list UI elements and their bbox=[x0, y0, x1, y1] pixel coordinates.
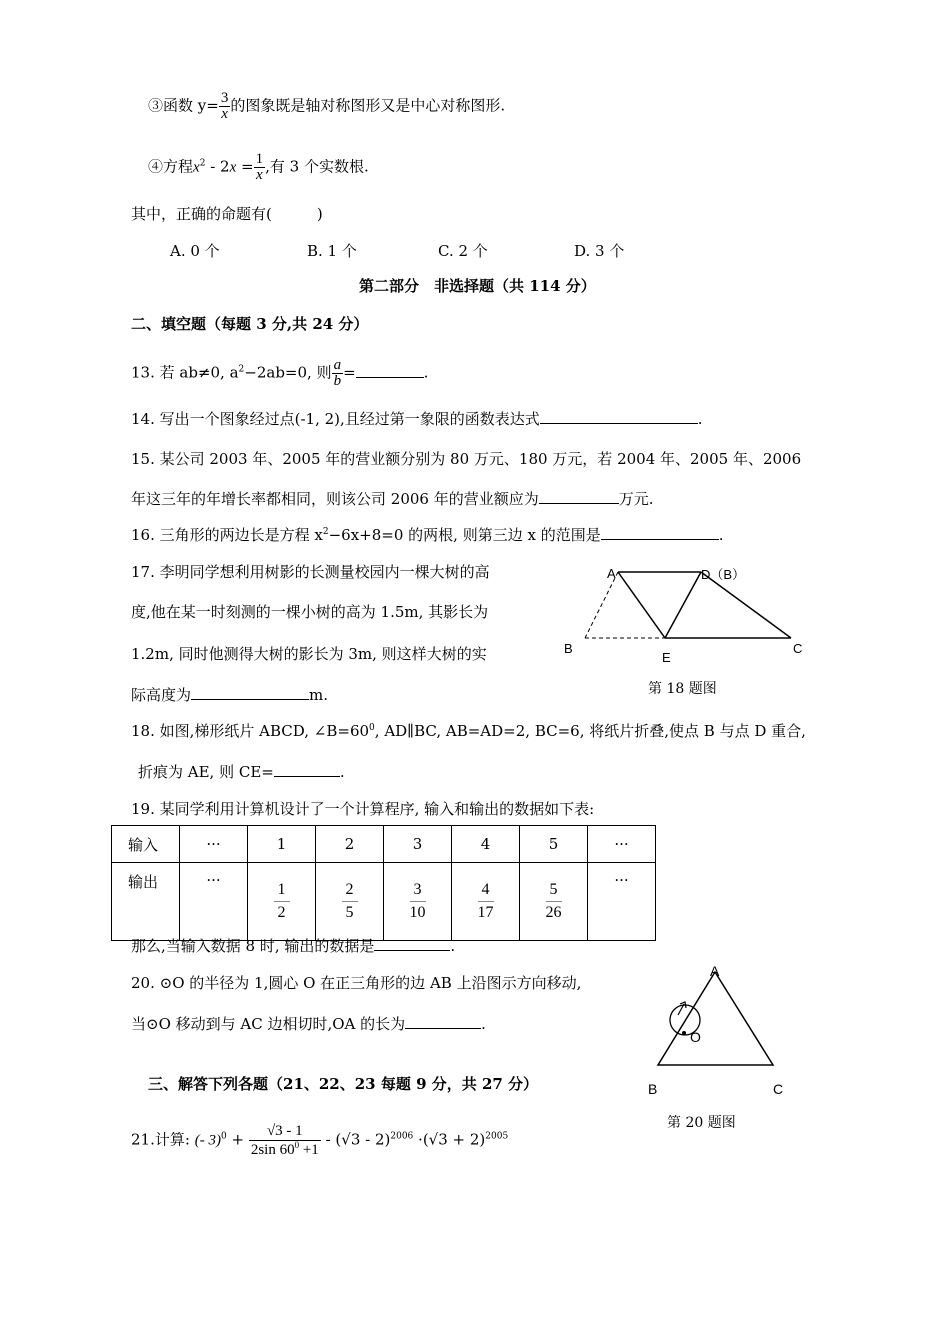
figure-18-caption: 第 18 题图 bbox=[648, 681, 717, 697]
answer-blank[interactable] bbox=[274, 762, 340, 777]
label-b: B bbox=[564, 641, 573, 656]
option-c: C. 2 个 bbox=[438, 242, 488, 260]
answer-blank[interactable] bbox=[539, 489, 619, 504]
q17-line1: 17. 李明同学想利用树影的长测量校园内一棵大树的高 bbox=[131, 563, 490, 581]
q19-after: 那么,当输入数据 8 时, 输出的数据是 . bbox=[131, 937, 456, 955]
answer-blank[interactable] bbox=[191, 685, 309, 700]
label-c: C bbox=[793, 641, 803, 656]
option-a: A. 0 个 bbox=[170, 242, 220, 260]
q13-line: 13. 若 ab≠0, $a^2-2ab=0$, 则 $\frac{a}{b}$ = . bbox=[131, 357, 429, 389]
answer-blank[interactable] bbox=[374, 936, 450, 951]
part2-title: 第二部分 非选择题（共 114 分） bbox=[359, 277, 596, 295]
q17-line2: 度,他在某一时刻测的一棵小树的高为 1.5m, 其影长为 bbox=[131, 603, 489, 621]
option-b: B. 1 个 bbox=[307, 242, 357, 260]
table-row-input: 输入 ··· 1 2 3 4 5 ··· bbox=[112, 826, 656, 863]
table-row-output: 输出 ··· $\frac{1}{2}$ $\frac{2}{5}$ $\frac{3}{10}$ $\frac{4}{17}$ $\frac{5}{26}$ ··· bbox=[112, 863, 656, 941]
q16-line: 16. 三角形的两边长是方程 $x^2-6x+8=0$ 的两根, 则第三边 x 的范围是 . bbox=[131, 526, 724, 544]
label-a: A bbox=[710, 963, 720, 979]
q4-line: ④方程$x^2 - 2x$ = $\frac{1}{x}$ ,有 3 个实数根. bbox=[148, 151, 369, 183]
label-d: D（B） bbox=[701, 567, 746, 582]
q15-line1: 15. 某公司 2003 年、2005 年的营业额分别为 80 万元、180 万元，若 2004 年、2005 年、2006 bbox=[131, 450, 802, 468]
fraction: $\frac{3}{x}$ bbox=[220, 90, 229, 122]
q20-line1: 20. ⊙O 的半径为 1,圆心 O 在正三角形的边 AB 上沿图示方向移动, bbox=[131, 974, 582, 992]
fraction: $\frac{1}{x}$ bbox=[255, 151, 264, 183]
fraction: $\frac{√3 - 1}{2\sin 60^0 +1}$ bbox=[250, 1123, 319, 1158]
answer-blank[interactable] bbox=[540, 409, 698, 424]
io-table bbox=[111, 825, 656, 941]
label-c: C bbox=[773, 1081, 784, 1097]
q3-line: ③函数 y= $\frac{3}{x}$ 的图象既是轴对称图形又是中心对称图形. bbox=[148, 90, 506, 122]
q20-line2: 当⊙O 移动到与 AC 边相切时,OA 的长为 . bbox=[131, 1015, 486, 1033]
fraction: $\frac{a}{b}$ bbox=[333, 357, 342, 389]
answer-blank[interactable] bbox=[405, 1014, 481, 1029]
q15-line2: 年这三年的年增长率都相同，则该公司 2006 年的营业额应为 万元. bbox=[131, 490, 654, 508]
figure-18 bbox=[555, 560, 815, 670]
question-correct-count: 其中，正确的命题有( ) bbox=[131, 205, 323, 223]
q21-line: 21.计算: (- 3)$^0$ + $\frac{√3 - 1}{2\sin 60^0 +1}$ - $(√3 - 2)^{2006} \cdot(√3 + 2)^{2005}$ bbox=[131, 1123, 509, 1158]
answer-blank[interactable] bbox=[601, 525, 719, 540]
figure-20-caption: 第 20 题图 bbox=[667, 1115, 736, 1131]
q18-line2: 折痕为 AE, 则 CE= . bbox=[138, 763, 345, 781]
option-d: D. 3 个 bbox=[574, 242, 625, 260]
label-b: B bbox=[648, 1081, 658, 1097]
figure-20 bbox=[640, 960, 800, 1100]
label-a: A bbox=[607, 566, 616, 581]
q19-line: 19. 某同学利用计算机设计了一个计算程序, 输入和输出的数据如下表: bbox=[131, 800, 595, 818]
q17-line4: 际高度为 m. bbox=[131, 686, 329, 704]
section2-title: 二、填空题（每题 3 分,共 24 分） bbox=[131, 315, 369, 333]
answer-blank[interactable] bbox=[356, 363, 424, 378]
q18-line1: 18. 如图,梯形纸片 ABCD, $\angle B=60^0$, AD∥BC, AB=AD=2, BC=6, 将纸片折叠,使点 B 与点 D 重合, bbox=[131, 722, 806, 740]
q14-line: 14. 写出一个图象经过点(-1, 2),且经过第一象限的函数表达式 . bbox=[131, 410, 703, 428]
label-e: E bbox=[662, 650, 671, 665]
section3-title: 三、解答下列各题（21、22、23 每题 9 分，共 27 分） bbox=[148, 1075, 539, 1093]
q17-line3: 1.2m, 同时他测得大树的影长为 3m, 则这样大树的实 bbox=[131, 645, 487, 663]
label-o: O bbox=[690, 1029, 701, 1045]
